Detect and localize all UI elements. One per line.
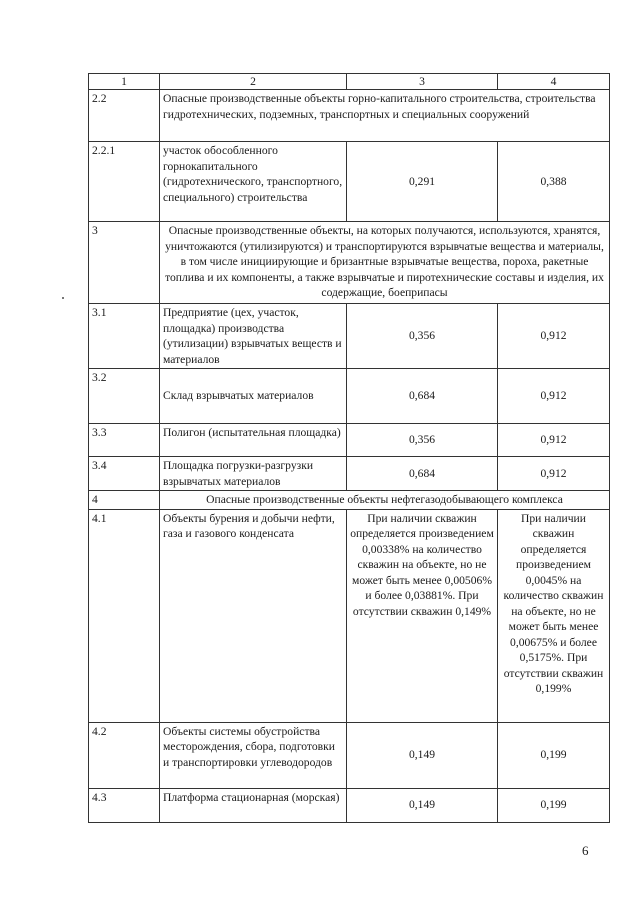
row-description: Площадка погрузки-разгрузки взрывчатых материалов [160, 457, 347, 491]
rate-col-4: 0,912 [498, 424, 610, 457]
rate-col-3: 0,291 [347, 142, 498, 222]
row-number: 4.1 [89, 509, 160, 722]
rate-col-3: 0,356 [347, 424, 498, 457]
header-row [89, 74, 610, 90]
row-number: 4.2 [89, 722, 160, 788]
row-description: Полигон (испытательная площадка) [160, 424, 347, 457]
section-title: Опасные производственные объекты, на которых получаются, используются, хранятся, уничтожаются (утилизируются) и транспортируются взрывчатые вещества и материалы, в том числе инициирующие и бризантные взрывчатые вещества, пороха, ракетные топлива и их компоненты, а также взрывчатые и пиротехнические составы и изделия, их содержащие, боеприпасы [160, 222, 610, 304]
tariff-table [88, 73, 610, 823]
rate-col-3: При наличии скважин определяется произведением 0,00338% на количество скважин на объекте, но не может быть менее 0,00506% и более 0,03881%. При отсутствии скважин 0,149% [347, 509, 498, 722]
row-number: 3 [89, 222, 160, 304]
row-description: Объекты системы обустройства месторождения, сбора, подготовки и транспортировки углеводородов [160, 722, 347, 788]
row-number: 2.2.1 [89, 142, 160, 222]
row-description: Предприятие (цех, участок, площадка) производства (утилизации) взрывчатых веществ и материалов [160, 304, 347, 369]
rate-col-4: При наличии скважин определяется произведением 0,0045% на количество скважин на объекте, но не может быть менее 0,00675% и более 0,5175%. При отсутствии скважин 0,199% [498, 509, 610, 722]
row-number: 2.2 [89, 90, 160, 142]
rate-col-4: 0,199 [498, 788, 610, 822]
row-number: 3.3 [89, 424, 160, 457]
rate-col-3: 0,149 [347, 722, 498, 788]
row-number: 3.1 [89, 304, 160, 369]
rate-col-4: 0,912 [498, 369, 610, 424]
section-title: Опасные производственные объекты горно-капитального строительства, строительства гидротехнических, подземных, транспортных и специальных сооружений [160, 90, 610, 142]
row-description: Склад взрывчатых материалов [160, 369, 347, 424]
table-row [89, 90, 610, 142]
row-number: 3.4 [89, 457, 160, 491]
rate-col-4: 0,388 [498, 142, 610, 222]
row-description: участок обособленного горнокапитального (гидротехнического, транспортного, специального) строительства [160, 142, 347, 222]
rate-col-4: 0,199 [498, 722, 610, 788]
page-number: 6 [582, 843, 589, 858]
table-row [89, 369, 610, 424]
table-row [89, 722, 610, 788]
section-title: Опасные производственные объекты нефтегазодобывающего комплекса [160, 491, 610, 510]
rate-col-4: 0,912 [498, 457, 610, 491]
rate-col-3: 0,356 [347, 304, 498, 369]
row-description: Платформа стационарная (морская) [160, 788, 347, 822]
table-row [89, 491, 610, 510]
table-row [89, 509, 610, 722]
table-row [89, 222, 610, 304]
rate-col-3: 0,684 [347, 457, 498, 491]
table-row [89, 788, 610, 822]
header-col-4: 4 [498, 74, 610, 90]
table-row [89, 424, 610, 457]
scan-speck [62, 297, 64, 299]
row-number: 3.2 [89, 369, 160, 424]
header-col-3: 3 [347, 74, 498, 90]
header-col-1: 1 [89, 74, 160, 90]
row-number: 4.3 [89, 788, 160, 822]
row-description: Объекты бурения и добычи нефти, газа и газового конденсата [160, 509, 347, 722]
rate-col-3: 0,684 [347, 369, 498, 424]
table-row [89, 142, 610, 222]
header-col-2: 2 [160, 74, 347, 90]
rate-col-3: 0,149 [347, 788, 498, 822]
rate-col-4: 0,912 [498, 304, 610, 369]
table-row [89, 304, 610, 369]
table-row [89, 457, 610, 491]
row-number: 4 [89, 491, 160, 510]
